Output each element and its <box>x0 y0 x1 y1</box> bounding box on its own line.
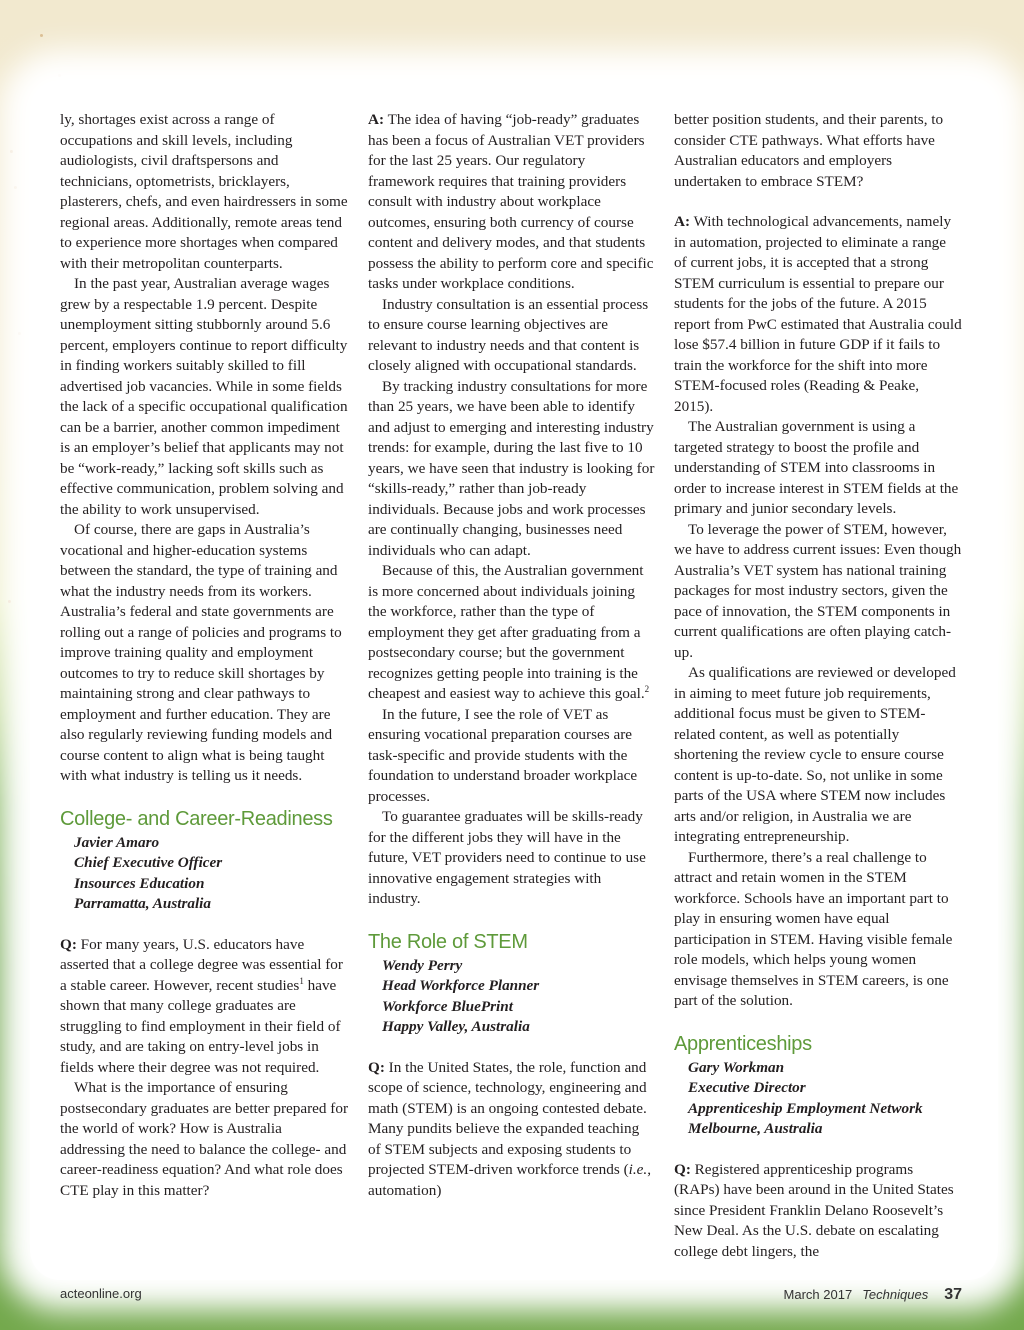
footnote-marker: 1 <box>299 975 304 986</box>
paragraph: In the future, I see the role of VET as ensuring vocational preparation courses are task-specific and provide students with the foundation to understand broader workplace processes. <box>368 705 638 805</box>
question-label: Q: <box>60 935 77 953</box>
byline-title: Chief Executive Officer <box>74 854 223 871</box>
question-text-italic: i.e. <box>628 1161 648 1178</box>
byline <box>368 956 655 1038</box>
paragraph-text: Because of this, the Australian government is more concerned about individuals joining the workforce, rather than the type of employment they get after graduating from a postsecondary course; but the government recognizes getting people into training is the cheapest and easiest way to achieve this goal. <box>368 562 645 702</box>
paragraph <box>368 561 655 705</box>
background-speck <box>14 186 17 189</box>
question-text: In the United States, the role, function and scope of science, technology, engineering and math (STEM) is an ongoing contested debate. Many pundits believe the expanded teaching of STEM subjects and exposing students to projected STEM-driven workforce trends ( <box>368 1058 647 1178</box>
paragraph: In the past year, Australian average wages grew by a respectable 1.9 percent. Despite unemployment sitting stubbornly around 5.6 percent, employers continue to report difficulty in finding workers suitably skilled to fill advertised job vacancies. While in some fields the lack of a specific occupational qualification can be a barrier, another common impediment is an employer’s belief that applicants may not be “work-ready,” lacking soft skills such as effective communication, problem solving and the ability to work unsupervised. <box>60 275 348 518</box>
byline-location: Melbourne, Australia <box>688 1120 823 1137</box>
byline-organization: Insources Education <box>74 874 205 892</box>
byline <box>674 1058 962 1140</box>
byline-organization: Workforce BluePrint <box>382 997 513 1015</box>
answer-label: A: <box>674 213 691 230</box>
background-speck <box>8 600 11 603</box>
question-text: For many years, U.S. educators have asserted that a college degree was essential for a stable career. However, recent studies <box>60 935 343 994</box>
question-text: , automation) <box>368 1161 651 1199</box>
answer-text: The idea of having “job-ready” graduates has been a focus of Australian VET providers for the last 25 years. Our regulatory framework requires that training providers consult with industry about workplace outcomes, ensuring both currency of course content and delivery modes, and that students possess the ability to perform core and specific tasks under workplace conditions. <box>368 111 654 292</box>
background-speck <box>18 332 21 335</box>
paragraph: As qualifications are reviewed or developed in aiming to meet future job requirements, additional focus must be given to STEM-related content, as well as potentially shortening the review cycle to ensure course content is up-to-date. So, not unlike in some parts of the USA where STEM now includes arts and/or religion, in Australia we are integrating entrepreneurship. <box>674 664 956 845</box>
article-column-3 <box>674 110 962 1262</box>
byline-title: Head Workforce Planner <box>382 977 540 994</box>
byline <box>60 833 348 915</box>
paragraph: To leverage the power of STEM, however, we have to address current issues: Even though Australia’s VET system has national training packages for most industry sectors, given the pace of innovation, the STEM components in current qualifications are often playing catch-up. <box>674 520 962 661</box>
footer-issue-info <box>784 1286 962 1304</box>
paragraph: By tracking industry consultations for more than 25 years, we have been able to identify and adjust to emerging and interesting industry trends: for example, during the last five to 10 years, we have seen that industry is looking for “skills-ready,” rather than job-ready individuals. Because jobs and work processes are continually changing, businesses need individuals who can adapt. <box>368 377 655 559</box>
section-heading: The Role of STEM <box>368 930 528 953</box>
answer-paragraph <box>674 212 962 417</box>
paragraph: Industry consultation is an essential process to ensure course learning objectives are relevant to industry needs and that content is closely aligned with occupational standards. <box>368 295 649 374</box>
footnote-marker: 2 <box>644 683 650 694</box>
paragraph: Of course, there are gaps in Australia’s vocational and higher-education systems between the standard, the type of training and what the industry needs from its workers. Australia’s federal and state governments are rolling out a range of policies and programs to improve training quality and employment outcomes to try to reduce skill shortages by maintaining strong and clear pathways to employment and further education. They are also regularly reviewing funding models and course content to align what is being taught with what industry is telling us it needs. <box>60 521 342 784</box>
byline-location: Parramatta, Australia <box>74 895 211 912</box>
paragraph: Furthermore, there’s a real challenge to attract and retain women in the STEM workforce. Schools have an important part to play in ensuring women have equal participation in STEM. Having visible female role models, which helps young women envisage themselves in STEM careers, is one part of the solution. <box>674 848 953 1009</box>
question-label: Q: <box>674 1160 691 1178</box>
question-paragraph <box>368 1058 655 1202</box>
answer-label: A: <box>368 111 385 128</box>
byline-organization: Apprenticeship Employment Network <box>688 1099 923 1117</box>
question-paragraph: What is the importance of ensuring postsecondary graduates are better prepared for the world of work? How is Australia addressing the need to balance the college- and career-readiness equation? And what role does CTE play in this matter? <box>60 1079 348 1199</box>
question-text: Registered apprenticeship programs (RAPs) have been around in the United States since President Franklin Delano Roosevelt’s New Deal. As the U.S. debate on escalating college debt lingers, the <box>674 1160 954 1260</box>
answer-paragraph <box>368 110 655 295</box>
paragraph: The Australian government is using a targeted strategy to boost the profile and understanding of STEM into classrooms in order to increase interest in STEM fields at the primary and junior secondary levels. <box>674 418 959 517</box>
question-paragraph <box>60 935 348 1079</box>
answer-text: With technological advancements, namely in automation, projected to eliminate a range of current jobs, it is accepted that a strong STEM curriculum is essential to prepare our students for the jobs of the future. A 2015 report from PwC estimated that Australia could lose $57.4 billion in future GDP if it fails to train the workforce for the shift into more STEM-focused roles (Reading & Peake, 2015). <box>674 213 962 415</box>
question-label: Q: <box>368 1058 385 1076</box>
footer-magazine-name: Techniques <box>862 1287 929 1302</box>
article-column-1 <box>60 110 348 1201</box>
page-number: 37 <box>944 1286 962 1303</box>
article-column-2 <box>368 110 655 1201</box>
background-speck <box>40 34 43 37</box>
byline-name: Gary Workman <box>688 1058 785 1076</box>
section-heading: College- and Career-Readiness <box>60 807 333 830</box>
question-text: have shown that many college graduates are struggling to find employment in their field of study, and are taking on entry-level jobs in fields where their degree was not required. <box>60 976 341 1076</box>
byline-name: Javier Amaro <box>74 833 160 851</box>
byline-title: Executive Director <box>688 1079 806 1096</box>
paragraph: To guarantee graduates will be skills-ready for the different jobs they will have in the future, VET providers need to continue to use innovative engagement strategies with industry. <box>368 808 646 907</box>
background-speck <box>58 74 61 77</box>
byline-name: Wendy Perry <box>382 956 463 974</box>
background-speck <box>10 150 13 153</box>
footer-date: March 2017 <box>783 1287 853 1302</box>
footer-website: acteonline.org <box>60 1286 142 1301</box>
question-paragraph <box>674 1160 962 1263</box>
paragraph: ly, shortages exist across a range of occupations and skill levels, including audiologists, civil draftspersons and technicians, optometrists, bricklayers, plasterers, chefs, and even hairdressers in some regional areas. Additionally, remote areas tend to experience more shortages when compared with their metropolitan counterparts. <box>60 111 348 272</box>
question-paragraph: better position students, and their parents, to consider CTE pathways. What efforts have Australian educators and employers undertaken to embrace STEM? <box>674 111 944 190</box>
byline-location: Happy Valley, Australia <box>382 1018 530 1035</box>
section-heading: Apprenticeships <box>674 1032 812 1055</box>
